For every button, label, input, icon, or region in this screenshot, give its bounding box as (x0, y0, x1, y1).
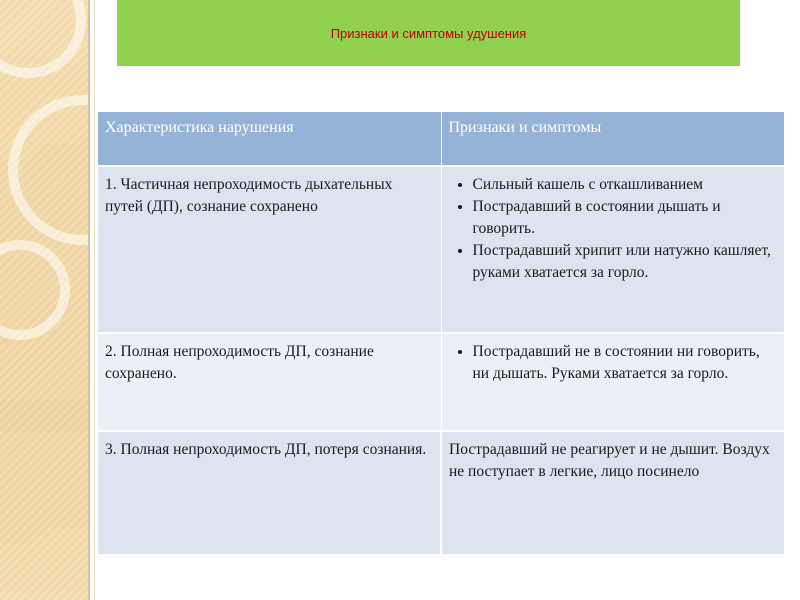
table-row (98, 431, 784, 554)
header-symptoms: Признаки и симптомы (441, 112, 784, 166)
list-item: • Пострадавший не в состоянии ни говорить, ни дышать. Руками хватается за горло. (473, 341, 778, 385)
table-row (98, 333, 784, 431)
symptoms-table (98, 112, 784, 554)
list-item: • Пострадавший хрипит или натужно кашляет, руками хватается за горло. (473, 240, 778, 284)
list-item: • Пострадавший в состоянии дышать и говорить. (473, 196, 778, 240)
table-row (98, 166, 784, 333)
symptoms-cell (441, 333, 784, 431)
strip-divider (94, 0, 95, 600)
title-banner (117, 0, 740, 66)
header-condition: Характеристика нарушения (98, 112, 441, 166)
condition-cell: 1. Частичная непроходимость дыхательных путей (ДП), сознание сохранено (98, 166, 441, 333)
symptoms-cell: Пострадавший не реагирует и не дышит. Воздух не поступает в легкие, лицо посинело (441, 431, 784, 554)
condition-cell: 2. Полная непроходимость ДП, сознание сохранено. (98, 333, 441, 431)
symptoms-cell (441, 166, 784, 333)
condition-cell: 3. Полная непроходимость ДП, потеря сознания. (98, 431, 441, 554)
slide-title: Признаки и симптомы удушения (330, 26, 527, 41)
decorative-side-strip (0, 0, 88, 600)
strip-divider (88, 0, 90, 600)
symptoms-list (449, 174, 778, 284)
symptoms-table-container (98, 112, 784, 554)
table-header-row (98, 112, 784, 166)
list-item: • Сильный кашель с откашливанием (473, 174, 778, 196)
symptoms-list (449, 341, 778, 385)
